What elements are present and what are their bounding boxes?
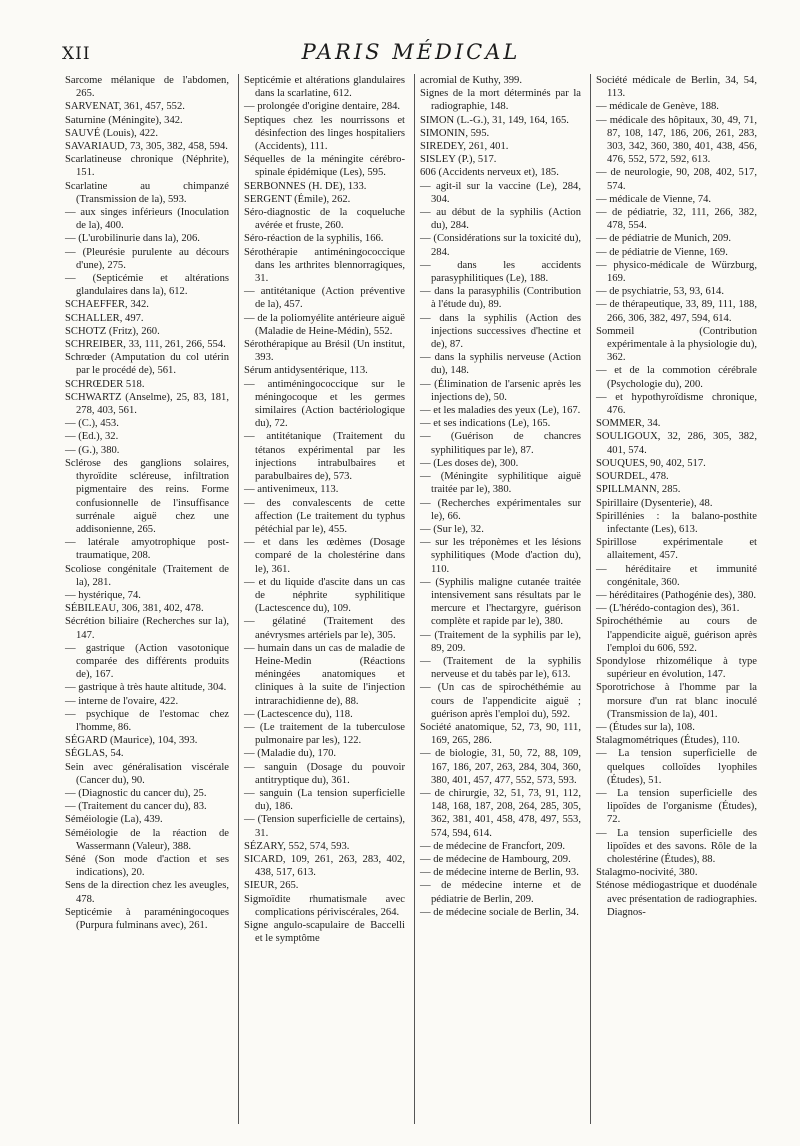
index-entry: — (Traitement de la syphilis nerveuse et du tabès par le), 613. (420, 655, 581, 681)
index-entry: — (G.), 380. (65, 444, 120, 456)
index-entry: SOUQUES, 90, 402, 517. (596, 457, 706, 469)
index-entry: SCHAEFFER, 342. (65, 299, 149, 311)
index-entry: — et ses indications (Le), 165. (420, 418, 551, 430)
index-entry: — de pédiatrie de Vienne, 169. (596, 246, 728, 258)
index-entry: — (Élimination de l'arsenic après les injections de), 50. (420, 378, 581, 403)
index-entry: — médicale de Vienne, 74. (596, 193, 712, 205)
index-entry: — de biologie, 31, 50, 72, 88, 109, 167, 186, 207, 263, 284, 304, 360, 380, 401, 457, 477, 552, 573, 593. (420, 748, 581, 786)
index-entry: — de médecine interne et de pédiatrie de Berlin, 209. (420, 880, 581, 905)
index-entry: — La tension superficielle des lipoïdes et des savons. Rôle de la cholestérine (Études), 88. (596, 827, 757, 865)
index-column-1 (62, 74, 232, 1124)
index-entry: — (Lactescence du), 118. (244, 708, 353, 720)
index-entry: Sérum antidysentérique, 113. (244, 365, 368, 377)
index-entry: SCHALLER, 497. (65, 312, 144, 324)
index-entry: Scoliose congénitale (Traitement de la), 281. (65, 563, 229, 588)
index-entry: — et du liquide d'ascite dans un cas de néphrite syphilitique (Lactescence du), 109. (244, 576, 405, 615)
index-columns (62, 74, 762, 1124)
page-header (62, 40, 760, 70)
index-entry: — psychique de l'estomac chez l'homme, 86. (65, 708, 229, 733)
index-entry: — sur les tréponèmes et les lésions syphilitiques (Mode d'action du), 110. (420, 537, 581, 575)
index-entry: — latérale amyotrophique post-traumatique, 208. (65, 537, 229, 562)
index-entry: SISLEY (P.), 517. (420, 154, 497, 166)
index-entry: — gélatiné (Traitement des anévrysmes artériels par le), 305. (244, 616, 405, 641)
index-entry: SICARD, 109, 261, 263, 283, 402, 438, 517, 613. (244, 853, 405, 879)
index-entry: — agit-il sur la vaccine (Le), 284, 304. (420, 180, 581, 205)
index-entry: SIREDEY, 261, 401. (420, 141, 509, 153)
index-entry: — dans la syphilis nerveuse (Action du), 148. (420, 352, 581, 377)
index-entry: Saturnine (Méningite), 342. (65, 114, 183, 126)
index-entry: SIMONIN, 595. (420, 127, 490, 139)
index-entry: Société anatomique, 52, 73, 90, 111, 169, 265, 286. (420, 721, 581, 747)
index-entry: — antitétanique (Traitement du tétanos expérimental par les injections intrabulbaires et parabulbaires de), 573. (244, 431, 405, 483)
index-entry: — dans la syphilis (Action des injections successives d'hectine et de), 87. (420, 312, 581, 351)
index-entry: Scarlatine au chimpanzé (Transmission de la), 593. (65, 180, 229, 205)
index-entry: — (Méningite syphilitique aiguë traitée par le), 380. (420, 471, 581, 496)
index-entry: Signes de la mort déterminés par la radiographie, 148. (420, 88, 581, 113)
index-entry: Scarlatineuse chronique (Néphrite), 151. (65, 154, 229, 179)
index-entry: Sténose médiogastrique et duodénale avec présentation de radiographies. Diagnos- (596, 880, 757, 918)
index-entry: — de psychiatrie, 53, 93, 614. (596, 286, 724, 298)
index-entry: — au début de la syphilis (Action du), 284. (420, 207, 581, 232)
index-entry: — (Études sur la), 108. (596, 721, 695, 733)
index-entry: SERBONNES (H. DE), 133. (244, 180, 367, 192)
index-entry: — médicale des hôpitaux, 30, 49, 71, 87, 108, 147, 186, 206, 261, 283, 303, 342, 360, 380, 401, 438, 456, 476, 552, 572, 592, 613. (596, 114, 757, 166)
index-entry: SCHRŒDER 518. (65, 378, 145, 390)
index-entry: Septicémie à paraméningocoques (Purpura fulminans avec), 261. (65, 906, 229, 931)
index-entry: — (Traitement du cancer du), 83. (65, 801, 207, 813)
index-entry: — des convalescents de cette affection (Le traitement du typhus pétéchial par le), 455. (244, 497, 405, 535)
index-entry: — dans les accidents parasyphilitiques (Le), 188. (420, 259, 581, 285)
index-entry: Sécrétion biliaire (Recherches sur la), 147. (65, 616, 229, 641)
index-entry: — médicale de Genève, 188. (596, 101, 719, 113)
index-entry: — gastrique à très haute altitude, 304. (65, 682, 227, 694)
index-entry: — (Sur le), 32. (420, 523, 484, 535)
index-entry: SARVENAT, 361, 457, 552. (65, 101, 185, 113)
index-entry: SAUVÉ (Louis), 422. (65, 127, 158, 139)
index-entry: SCHREIBER, 33, 111, 261, 266, 554. (65, 339, 226, 351)
page-number: XII (62, 44, 91, 64)
index-column-3 (414, 74, 584, 1124)
index-entry: — et les maladies des yeux (Le), 167. (420, 405, 581, 417)
index-entry: Spirochéthémie au cours de l'appendicite aiguë, guérison après l'emploi du 606, 592. (596, 616, 757, 654)
index-entry: — interne de l'ovaire, 422. (65, 695, 179, 707)
index-entry: Sein avec généralisation viscérale (Cancer du), 90. (65, 761, 229, 786)
index-entry: Septicémie et altérations glandulaires dans la scarlatine, 612. (244, 75, 405, 100)
index-entry: — de pédiatrie de Munich, 209. (596, 233, 732, 245)
index-entry: — dans la parasyphilis (Contribution à l'étude du), 89. (420, 286, 581, 311)
index-entry: — (C.), 453. (65, 418, 119, 430)
index-entry: — aux singes inférieurs (Inoculation de la), 400. (65, 207, 229, 232)
index-entry: Société médicale de Berlin, 34, 54, 113. (596, 75, 757, 100)
index-entry: — sanguin (La tension superficielle du), 186. (244, 787, 405, 813)
index-entry: — et dans les œdèmes (Dosage comparé de la cholestérine dans le), 361. (244, 537, 405, 575)
index-entry: Sarcome mélanique de l'abdomen, 265. (65, 75, 229, 100)
index-entry: SIMON (L.-G.), 31, 149, 164, 165. (420, 114, 569, 126)
index-entry: Spirillose expérimentale et allaitement, 457. (596, 537, 757, 562)
index-entry: — (Ed.), 32. (65, 431, 119, 443)
index-entry: — (Un cas de spirochéthémie au cours de l'appendicite aiguë ; guérison après l'emploi du), 592. (420, 682, 581, 720)
index-entry: — (Pleurésie purulente au décours d'une), 275. (65, 246, 229, 271)
index-entry: Stalagmométriques (Études), 110. (596, 735, 740, 747)
index-entry: Sporotrichose à l'homme par la morsure d'un rat blanc inoculé (Transmission de la), 401. (596, 682, 757, 720)
index-entry: Séro-diagnostic de la coqueluche avérée et fruste, 260. (244, 207, 405, 232)
index-entry: SCHOTZ (Fritz), 260. (65, 325, 160, 337)
index-entry: Séro-réaction de la syphilis, 166. (244, 233, 384, 245)
index-entry: — (Les doses de), 300. (420, 457, 519, 469)
index-entry: — de médecine sociale de Berlin, 34. (420, 906, 579, 918)
index-entry: SOURDEL, 478. (596, 471, 669, 483)
index-entry: Sens de la direction chez les aveugles, 478. (65, 880, 229, 905)
index-entry: — sanguin (Dosage du pouvoir antitryptique du), 361. (244, 761, 405, 786)
index-entry: Séméiologie de la réaction de Wassermann (Valeur), 388. (65, 827, 229, 852)
index-entry: SAVARIAUD, 73, 305, 382, 458, 594. (65, 141, 228, 153)
index-entry: Sérothérapie antiméningococcique dans les arthrites blennorragiques, 31. (244, 246, 405, 285)
index-entry: — (L'urobilinurie dans la), 206. (65, 233, 200, 245)
index-entry: SÉZARY, 552, 574, 593. (244, 840, 350, 852)
index-entry: — (Le traitement de la tuberculose pulmonaire par les), 122. (244, 721, 405, 747)
index-entry: — (Recherches expérimentales sur le), 66. (420, 497, 581, 522)
index-entry: SOMMER, 34. (596, 418, 661, 430)
index-entry: — humain dans un cas de maladie de Heine-Medin (Réactions méningées anatomiques et cliniques à la suite de l'injection intrarachidienne de), 88. (244, 642, 405, 707)
index-entry: — physico-médicale de Würzburg, 169. (596, 259, 757, 285)
index-entry: Schrœder (Amputation du col utérin par le procédé de), 561. (65, 352, 229, 377)
index-entry: — antiméningococcique sur le méningocoque et les germes similaires (Action bactériologique du), 72. (244, 378, 405, 430)
index-entry: SERGENT (Émile), 262. (244, 193, 351, 205)
index-entry: Séméiologie (La), 439. (65, 814, 163, 826)
index-entry: — (L'hérédo-contagion des), 361. (596, 603, 740, 615)
index-entry: — (Maladie du), 170. (244, 748, 337, 760)
index-entry: Signe angulo-scapulaire de Baccelli et le symptôme (244, 920, 405, 945)
index-entry: Sclérose des ganglions solaires, thyroïdite scléreuse, infiltration pigmentaire des reins. Forme confusionnelle de l'insuffisance surrénale aiguë chez une addisonienne, 265. (65, 457, 229, 535)
index-entry: — hystérique, 74. (65, 589, 141, 601)
index-entry: — de thérapeutique, 33, 89, 111, 188, 266, 306, 382, 497, 594, 614. (596, 299, 757, 324)
index-entry: SÉGARD (Maurice), 104, 393. (65, 735, 198, 747)
index-entry: — héréditaire et immunité congénitale, 360. (596, 563, 757, 588)
index-entry: SÉGLAS, 54. (65, 748, 124, 760)
index-entry: Séquelles de la méningite cérébro-spinale épidémique (Les), 595. (244, 154, 405, 179)
index-entry: SIEUR, 265. (244, 880, 299, 892)
index-entry: — (Guérison de chancres syphilitiques par le), 87. (420, 431, 581, 456)
index-entry: Sérothérapique au Brésil (Un institut, 393. (244, 339, 405, 364)
index-entry: SÉBILEAU, 306, 381, 402, 478. (65, 603, 204, 615)
index-entry: — (Septicémie et altérations glandulaires dans la), 612. (65, 273, 229, 298)
index-entry: Sommeil (Contribution expérimentale à la physiologie du), 362. (596, 325, 757, 364)
running-title: PARIS MÉDICAL (301, 40, 521, 64)
index-entry: — La tension superficielle de quelques colloïdes lyophiles (Études), 51. (596, 748, 757, 786)
index-entry: — La tension superficielle des lipoïdes de l'organisme (Études), 72. (596, 787, 757, 826)
index-entry: — (Traitement de la syphilis par le), 89, 209. (420, 629, 581, 654)
index-entry: 606 (Accidents nerveux et), 185. (420, 167, 559, 179)
index-entry: — antitétanique (Action préventive de la), 457. (244, 286, 405, 311)
index-entry: — héréditaires (Pathogénie des), 380. (596, 589, 757, 601)
index-entry: — antivenimeux, 113. (244, 484, 339, 496)
index-entry: SPILLMANN, 285. (596, 484, 681, 496)
index-entry: — de neurologie, 90, 208, 402, 517, 574. (596, 167, 757, 192)
index-entry: — de médecine interne de Berlin, 93. (420, 867, 579, 879)
index-entry: — et de la commotion cérébrale (Psychologie du), 200. (596, 365, 757, 390)
index-entry: — de la poliomyélite antérieure aiguë (Maladie de Heine-Médin), 552. (244, 312, 405, 337)
index-entry: Spirillaire (Dysenterie), 48. (596, 497, 713, 509)
index-column-4 (590, 74, 760, 1124)
index-entry: SCHWARTZ (Anselme), 25, 83, 181, 278, 403, 561. (65, 391, 229, 417)
index-entry: Sigmoïdite rhumatismale avec complications périviscérales, 264. (244, 893, 405, 918)
index-entry: Spirillénies : la balano-posthite infectante (Les), 613. (596, 510, 757, 535)
index-entry: SOULIGOUX, 32, 286, 305, 382, 401, 574. (596, 431, 757, 456)
index-entry: — de médecine de Francfort, 209. (420, 840, 566, 852)
index-entry: — de chirurgie, 32, 51, 73, 91, 112, 148, 168, 187, 208, 264, 285, 305, 362, 381, 401, 458, 478, 497, 553, 574, 594, 614. (420, 787, 581, 839)
index-entry: Stalagmo-nocivité, 380. (596, 867, 698, 879)
index-entry: — et hypothyroïdisme chronique, 476. (596, 391, 757, 417)
index-entry: — (Tension superficielle de certains), 31. (244, 814, 405, 839)
index-entry: — (Considérations sur la toxicité du), 284. (420, 233, 581, 258)
index-entry: — prolongée d'origine dentaire, 284. (244, 101, 401, 113)
index-entry: Séné (Son mode d'action et ses indications), 20. (65, 853, 229, 879)
index-entry: Spondylose rhizomélique à type supérieur en évolution, 147. (596, 655, 757, 681)
index-entry: acromial de Kuthy, 399. (420, 75, 522, 86)
index-entry: — (Syphilis maligne cutanée traitée intensivement sans résultats par le mercure et l'hectargyre, guérison complète et rapide par le), 380. (420, 576, 581, 628)
index-column-2 (238, 74, 408, 1124)
index-entry: — gastrique (Action vasotonique comparée des différents produits de), 167. (65, 642, 229, 681)
index-entry: — (Diagnostic du cancer du), 25. (65, 787, 207, 799)
index-entry: — de médecine de Hambourg, 209. (420, 853, 571, 865)
index-entry: — de pédiatrie, 32, 111, 266, 382, 478, 554. (596, 207, 757, 232)
index-entry: Septiques chez les nourrissons et désinfection des linges hospitaliers (Accidents), 111. (244, 114, 405, 153)
